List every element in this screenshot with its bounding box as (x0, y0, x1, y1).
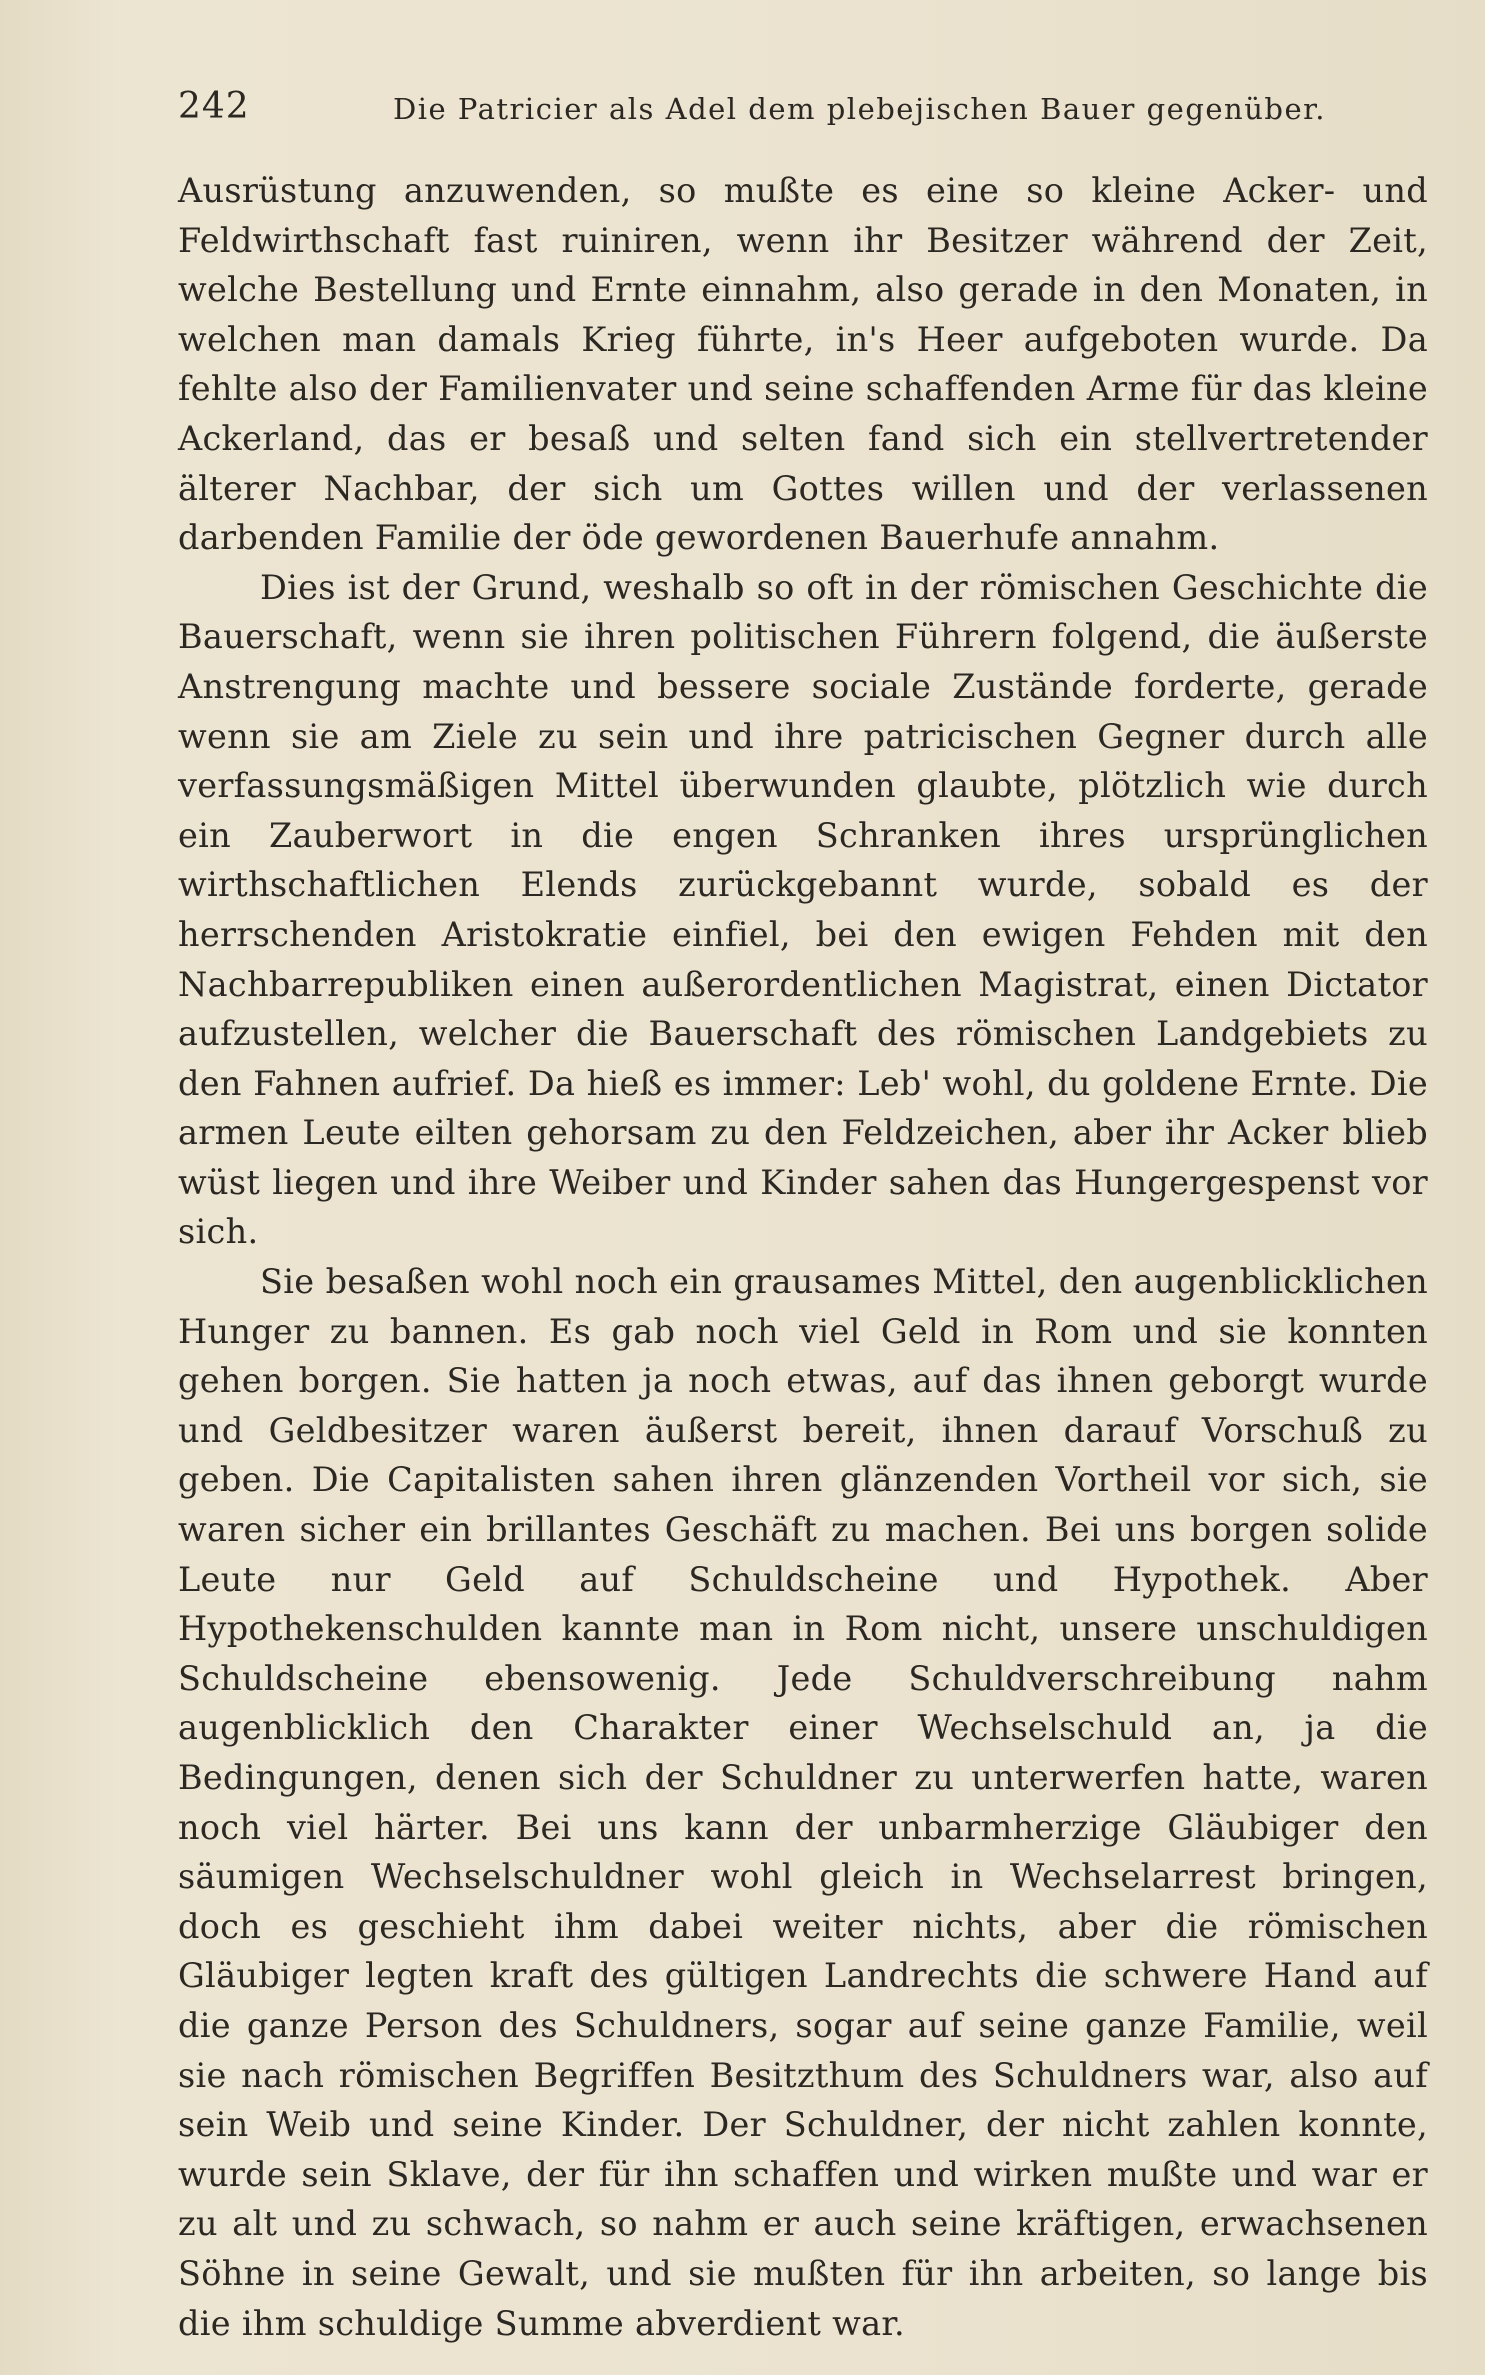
running-head (178, 86, 1430, 126)
paragraph-2: Dies ist der Grund, weshalb so oft in der römischen Geschichte die Bauerschaft, wenn sie ihren politischen Führern folgend, die äußerste Anstrengung machte und bessere sociale Zustände forderte, gerade wenn sie am Ziele zu sein und ihre patricischen Gegner durch alle verfassungsmäßigen Mittel überwunden glaubte, plötzlich wie durch ein Zauberwort in die engen Schranken ihres ursprünglichen wirthschaftlichen Elends zurückgebannt wurde, sobald es der herrschenden Aristokratie einfiel, bei den ewigen Fehden mit den Nachbarrepubliken einen außerordentlichen Magistrat, einen Dictator aufzustellen, welcher die Bauerschaft des römischen Landgebiets zu den Fahnen aufrief. Da hieß es immer: Leb' wohl, du goldene Ernte. Die armen Leute eilten gehorsam zu den Feldzeichen, aber ihr Acker blieb wüst liegen und ihre Weiber und Kinder sahen das Hungergespenst vor sich. (178, 567, 1428, 1252)
page-number: 242 (178, 86, 250, 127)
paragraph-1: Ausrüstung anzuwenden, so mußte es eine so kleine Acker- und Feldwirthschaft fast ruiniren, wenn ihr Besitzer während der Zeit, welche Bestellung und Ernte einnahm, also gerade in den Monaten, in welchen man damals Krieg führte, in's Heer aufgeboten wurde. Da fehlte also der Familienvater und seine schaffenden Arme für das kleine Ackerland, das er besaß und selten fand sich ein stellvertretender älterer Nachbar, der sich um Gottes willen und der verlassenen darbenden Familie der öde gewordenen Bauerhufe annahm. (178, 171, 1428, 558)
running-title: Die Patricier als Adel dem plebejischen Bauer gegenüber. (393, 92, 1327, 126)
paragraph-3: Sie besaßen wohl noch ein grausames Mittel, den augenblicklichen Hunger zu bannen. Es gab noch viel Geld in Rom und sie konnten gehen borgen. Sie hatten ja noch etwas, auf das ihnen geborgt wurde und Geldbesitzer waren äußerst bereit, ihnen darauf Vorschuß zu geben. Die Capitalisten sahen ihren glänzenden Vortheil vor sich, sie waren sicher ein brillantes Geschäft zu machen. Bei uns borgen solide Leute nur Geld auf Schuldscheine und Hypothek. Aber Hypothekenschulden kannte man in Rom nicht, unsere unschuldigen Schuldscheine ebensowenig. Jede Schuldverschreibung nahm augenblicklich den Charakter einer Wechselschuld an, ja die Bedingungen, denen sich der Schuldner zu unterwerfen hatte, waren noch viel härter. Bei uns kann der unbarmherzige Gläubiger den säumigen Wechselschuldner wohl gleich in Wechselarrest bringen, doch es geschieht ihm dabei weiter nichts, aber die römischen Gläubiger legten kraft des gültigen Landrechts die schwere Hand auf die ganze Person des Schuldners, sogar auf seine ganze Familie, weil sie nach römischen Begriffen Besitzthum des Schuldners war, also auf sein Weib und seine Kinder. Der Schuldner, der nicht zahlen konnte, wurde sein Sklave, der für ihn schaffen und wirken mußte und war er zu alt und zu schwach, so nahm er auch seine kräftigen, erwachsenen Söhne in seine Gewalt, und sie mußten für ihn arbeiten, so lange bis die ihm schuldige Summe abverdient war. (178, 1262, 1428, 2343)
body-text (178, 166, 1428, 2348)
